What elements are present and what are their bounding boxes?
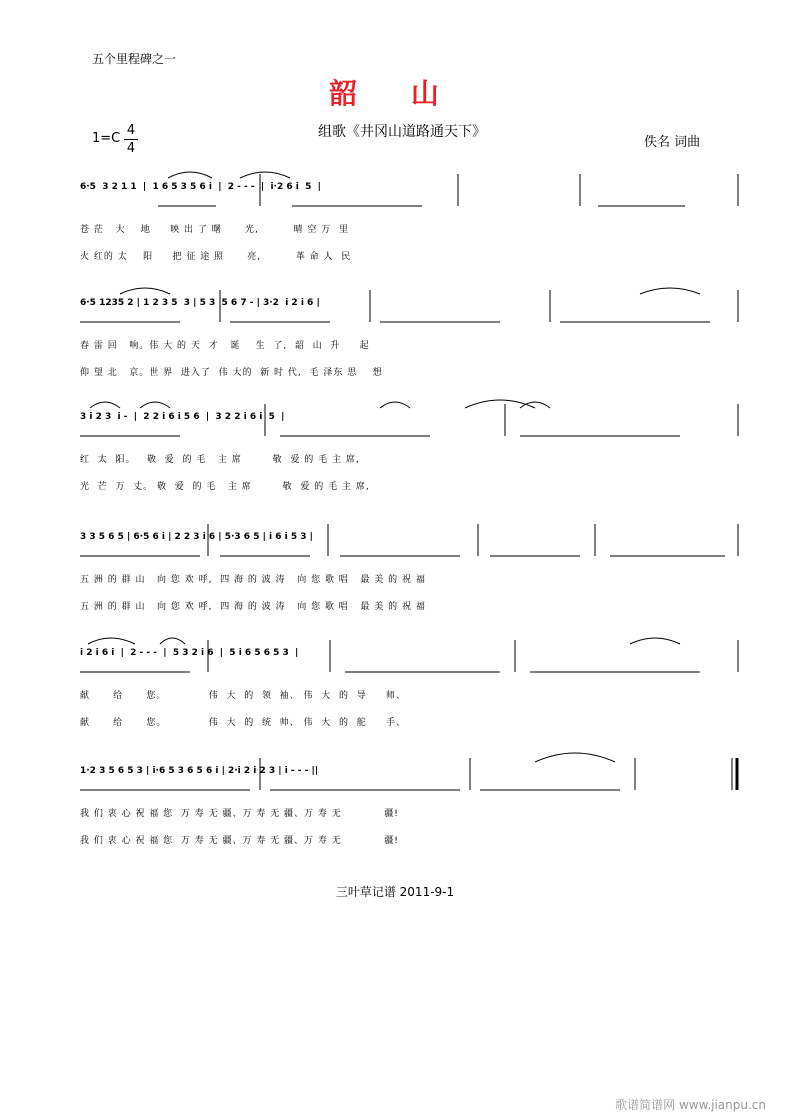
lyric-verse-1: 五 洲 的 群 山 向 您 欢 呼, 四 海 的 波 涛 向 您 歌 唱 最 美 的 祝 福: [80, 575, 426, 585]
notes-text: 6·5 3 2 1 1 | 1 6 5 3 5 6 i | 2 - - - | i·2 6 i 5 |: [80, 182, 321, 192]
score-system-4: [80, 518, 740, 618]
notes-text: 6·5 1235 2 | 1 2 3 5 3 | 5 3 5 6 7 - | 3·2 i 2 i 6 |: [80, 298, 320, 308]
score-system-2: [80, 284, 740, 384]
lyric-verse-2: 光 芒 万 丈。 敬 爱 的 毛 主 席 敬 爱 的 毛 主 席,: [80, 482, 370, 492]
slur-marks: [80, 518, 740, 568]
time-signature-divider: [124, 139, 138, 140]
lyric-verse-2: 献 给 您。 伟 大 的 统 帅、 伟 大 的 舵 手、: [80, 718, 407, 728]
lyric-verse-1: 献 给 您。 伟 大 的 领 袖、 伟 大 的 导 师、: [80, 691, 407, 701]
slur-marks: [80, 398, 740, 448]
song-subtitle: 组歌《井冈山道路通天下》: [318, 124, 486, 140]
lyric-verse-2: 我 们 衷 心 祝 福 您 万 寿 无 疆、万 寿 无 疆、万 寿 无 疆!: [80, 836, 399, 846]
slur-marks: [80, 752, 740, 802]
notes-row: [80, 518, 740, 568]
lyric-verse-1: 红 太 阳。 敬 爱 的 毛 主 席 敬 爱 的 毛 主 席,: [80, 455, 360, 465]
site-watermark: 歌谱简谱网 www.jianpu.cn: [615, 1098, 766, 1112]
time-signature-top: 4: [126, 123, 136, 138]
lyric-verse-2: 五 洲 的 群 山 向 您 欢 呼, 四 海 的 波 涛 向 您 歌 唱 最 美 的 祝 福: [80, 602, 426, 612]
notes-row: [80, 752, 740, 802]
notes-row: [80, 168, 740, 218]
notes-text: 3 3 5 6 5 | 6·5 6 i | 2 2 3 i 6 | 5·3 6 5 | i 6 i 5 3 |: [80, 532, 313, 542]
series-label: 五个里程碑之一: [92, 52, 177, 66]
score-system-3: [80, 398, 740, 498]
time-signature: [124, 122, 138, 157]
credit-label: 佚名 词曲: [644, 135, 701, 150]
transcriber-note: 三叶草记谱 2011-9-1: [335, 885, 455, 899]
score-system-5: [80, 634, 740, 734]
score-system-6: [80, 752, 740, 852]
notes-row: [80, 398, 740, 448]
score-system-1: [80, 168, 740, 268]
lyric-verse-2: 火 红的 太 阳 把 征 途 照 亮, 革 命 人 民: [80, 252, 352, 262]
notes-row: [80, 634, 740, 684]
key-signature: 1=C: [92, 131, 121, 146]
notes-text: 3 i 2 3 i - | 2 2 i 6 i 5 6 | 3 2 2 i 6 i 5 |: [80, 412, 285, 422]
song-title: 韶 山: [329, 77, 461, 110]
lyric-verse-1: 春 雷 回 响。伟 大 的 天 才 诞 生 了, 韶 山 升 起: [80, 341, 370, 351]
notes-row: [80, 284, 740, 334]
slur-marks: [80, 634, 740, 684]
slur-marks: [80, 168, 740, 218]
notes-text: i 2 i 6 i | 2 - - - | 5 3 2 i 6 | 5 i 6 5 6 5 3 |: [80, 648, 299, 658]
time-signature-bottom: 4: [126, 141, 136, 156]
lyric-verse-2: 仰 望 北 京。世 界 进入了 伟 大的 新 时 代, 毛 泽东 思 想: [80, 368, 383, 378]
lyric-verse-1: 我 们 衷 心 祝 福 您 万 寿 无 疆、万 寿 无 疆、万 寿 无 疆!: [80, 809, 399, 819]
slur-marks: [80, 284, 740, 334]
notes-text: 1·2 3 5 6 5 3 | i·6 5 3 6 5 6 i | 2·i 2 i 2 3 | i - - - ||: [80, 766, 319, 776]
lyric-verse-1: 苍 茫 大 地 映 出 了 曙 光, 晴 空 万 里: [80, 225, 349, 235]
